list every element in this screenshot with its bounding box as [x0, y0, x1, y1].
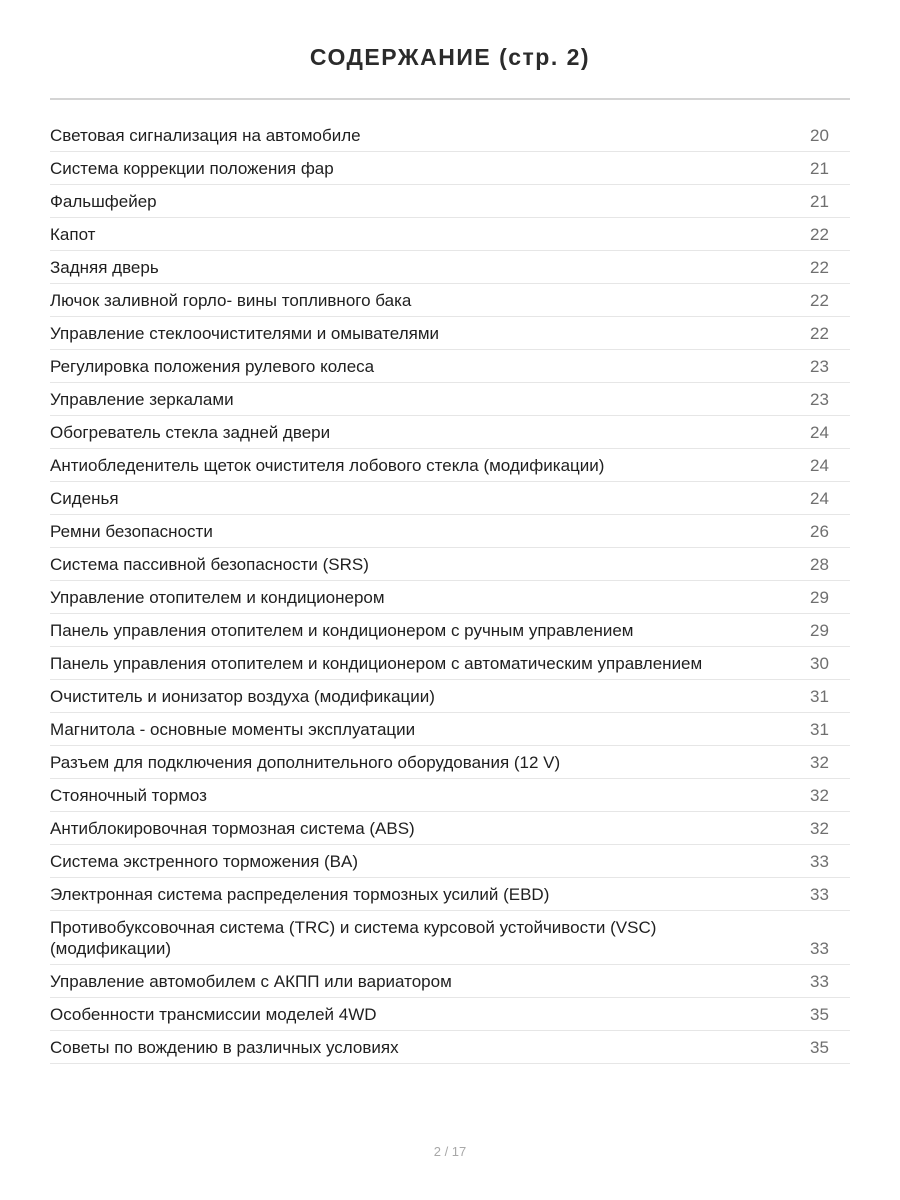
toc-entry-title: Управление зеркалами: [50, 390, 234, 409]
toc-entry[interactable]: [50, 647, 850, 680]
toc-entry-title: Обогреватель стекла задней двери: [50, 423, 331, 442]
toc-entry-title: Система пассивной безопасности (SRS): [50, 555, 369, 574]
toc-entry-title: Антиблокировочная тормозная система (ABS): [50, 819, 415, 838]
toc-entry[interactable]: [50, 713, 850, 746]
toc-entry-page: 32: [810, 786, 829, 805]
toc-entry-page: 26: [810, 522, 829, 541]
toc-entry-page: 29: [810, 621, 829, 640]
title-divider: [50, 98, 850, 100]
toc-entry-page: 30: [810, 654, 829, 673]
toc-entry[interactable]: [50, 878, 850, 911]
toc-list: [50, 119, 850, 1064]
toc-entry-title: Стояночный тормоз: [50, 786, 207, 805]
toc-entry-title: Антиобледенитель щеток очистителя лобового стекла (модификации): [50, 456, 605, 475]
toc-entry-page: 21: [810, 159, 829, 178]
toc-entry-title: Управление автомобилем с АКПП или вариатором: [50, 972, 452, 991]
toc-entry-title: Система экстренного торможения (BA): [50, 852, 359, 871]
toc-entry-page: 22: [810, 258, 829, 277]
toc-entry-title: Противобуксовочная система (TRC) и система курсовой устойчивости (VSC) (модификации): [50, 918, 657, 958]
toc-entry-page: 22: [810, 291, 829, 310]
toc-entry[interactable]: [50, 152, 850, 185]
toc-entry-page: 35: [810, 1038, 829, 1057]
toc-entry-page: 23: [810, 390, 829, 409]
toc-entry-page: 20: [810, 126, 829, 145]
toc-entry[interactable]: [50, 779, 850, 812]
toc-entry[interactable]: [50, 284, 850, 317]
toc-entry[interactable]: [50, 119, 850, 152]
page-number-indicator: 2 / 17: [433, 1144, 467, 1159]
toc-entry-page: 23: [810, 357, 829, 376]
toc-entry-title: Световая сигнализация на автомобиле: [50, 126, 361, 145]
toc-entry-title: Особенности трансмиссии моделей 4WD: [50, 1005, 377, 1024]
page-title: СОДЕРЖАНИЕ (стр. 2): [309, 44, 591, 70]
toc-entry-title: Лючок заливной горло- вины топливного бака: [50, 291, 412, 310]
toc-entry-page: 31: [810, 720, 829, 739]
toc-entry[interactable]: [50, 416, 850, 449]
toc-entry-page: 35: [810, 1005, 829, 1024]
toc-entry[interactable]: [50, 317, 850, 350]
toc-entry-page: 33: [810, 852, 829, 871]
toc-entry[interactable]: [50, 449, 850, 482]
toc-entry-title: Магнитола - основные моменты эксплуатации: [50, 720, 416, 739]
toc-entry-page: 22: [810, 225, 829, 244]
toc-entry-title: Управление стеклоочистителями и омывателями: [50, 324, 439, 343]
toc-entry-page: 24: [810, 489, 829, 508]
toc-entry[interactable]: [50, 350, 850, 383]
toc-page: [50, 0, 850, 1200]
toc-entry[interactable]: [50, 218, 850, 251]
toc-entry-title: Регулировка положения рулевого колеса: [50, 357, 375, 376]
toc-entry-page: 28: [810, 555, 829, 574]
toc-entry-page: 22: [810, 324, 829, 343]
toc-entry[interactable]: [50, 614, 850, 647]
toc-entry[interactable]: [50, 998, 850, 1031]
toc-entry-title: Панель управления отопителем и кондиционером с ручным управлением: [50, 621, 634, 640]
toc-entry[interactable]: [50, 680, 850, 713]
toc-entry-page: 33: [810, 939, 829, 958]
toc-entry-page: 32: [810, 819, 829, 838]
toc-entry-title: Управление отопителем и кондиционером: [50, 588, 385, 607]
toc-entry[interactable]: [50, 251, 850, 284]
toc-entry[interactable]: [50, 185, 850, 218]
toc-entry-title: Система коррекции положения фар: [50, 159, 334, 178]
toc-entry-title: Ремни безопасности: [50, 522, 213, 541]
toc-entry[interactable]: [50, 581, 850, 614]
toc-entry-title: Сиденья: [50, 489, 119, 508]
toc-entry-title: Советы по вождению в различных условиях: [50, 1038, 399, 1057]
toc-entry-page: 21: [810, 192, 829, 211]
toc-entry[interactable]: [50, 746, 850, 779]
toc-entry[interactable]: [50, 482, 850, 515]
toc-entry[interactable]: [50, 965, 850, 998]
toc-entry-title: Капот: [50, 225, 96, 244]
toc-entry-page: 24: [810, 456, 829, 475]
toc-entry[interactable]: [50, 1031, 850, 1064]
toc-entry[interactable]: [50, 845, 850, 878]
toc-entry-title: Очиститель и ионизатор воздуха (модификации): [50, 687, 435, 706]
toc-entry-page: 31: [810, 687, 829, 706]
toc-entry-page: 29: [810, 588, 829, 607]
toc-entry[interactable]: [50, 911, 850, 965]
toc-entry-page: 32: [810, 753, 829, 772]
toc-entry-page: 33: [810, 972, 829, 991]
toc-entry-title: Разъем для подключения дополнительного оборудования (12 V): [50, 753, 561, 772]
toc-entry-title: Фальшфейер: [50, 192, 157, 211]
toc-entry[interactable]: [50, 383, 850, 416]
toc-entry-title: Панель управления отопителем и кондиционером с автоматическим управлением: [50, 654, 703, 673]
toc-entry-page: 24: [810, 423, 829, 442]
toc-entry-title: Электронная система распределения тормозных усилий (EBD): [50, 885, 550, 904]
toc-entry-page: 33: [810, 885, 829, 904]
toc-entry[interactable]: [50, 548, 850, 581]
toc-entry[interactable]: [50, 812, 850, 845]
toc-entry-title: Задняя дверь: [50, 258, 159, 277]
toc-entry[interactable]: [50, 515, 850, 548]
